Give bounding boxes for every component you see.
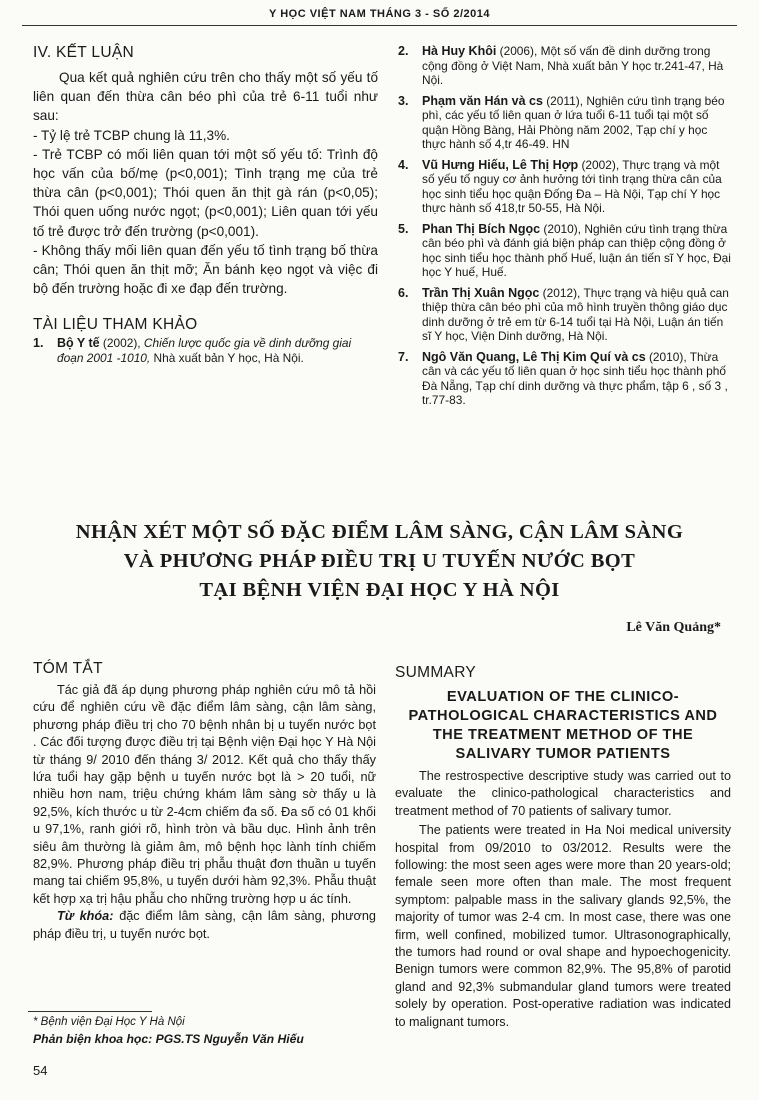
article-title-line: VÀ PHƯƠNG PHÁP ĐIỀU TRỊ U TUYẾN NƯỚC BỌT [123, 550, 636, 572]
references-continued [398, 44, 733, 414]
keywords-line [33, 908, 376, 943]
reference-number: 5. [398, 221, 409, 236]
reference-item [398, 158, 733, 216]
reference-detail: Một số vấn đề dinh dưỡng trong cộng đồng ở Việt Nam, Nhà xuất bản Y học tr.241-47, Hà Nội. [422, 44, 724, 87]
conclusion-heading: IV. KẾT LUẬN [33, 44, 134, 61]
reference-detail: Thực trạng và một số yếu tố nguy cơ ảnh hưởng tới tình trạng thừa cân của học sinh tiểu học quận Đống Đa – Hà Nội, Tạp chí Y học thực hành số 418,tr 50-55, Hà Nội. [422, 157, 722, 215]
reference-year: (2012), [539, 285, 584, 300]
reference-number: 1. [33, 336, 44, 351]
reference-item [398, 222, 733, 280]
reference-year: (2011), [542, 93, 587, 108]
header-rule [22, 25, 737, 26]
reference-year: (2002), [99, 336, 144, 351]
reference-number: 7. [398, 349, 409, 364]
reference-year: (2006), [496, 44, 541, 58]
reference-number: 2. [398, 44, 409, 58]
reference-detail: Thừa cân và các yếu tố liên quan ở học sinh tiểu học thành phố Đà Nẵng, Tạp chí dinh dưỡng và thực phẩm, tập 6 , số 3 , tr.77-83. [422, 349, 728, 407]
article-title-line: TẠI BỆNH VIỆN ĐẠI HỌC Y HÀ NỘI [199, 579, 560, 601]
reference-author: Vũ Hưng Hiếu, Lê Thị Hợp [422, 157, 579, 172]
footnote-rule [28, 1011, 152, 1012]
reference-title: Chiến lược quốc gia về dinh dưỡng giai đoạn 2001 -1010, [57, 336, 352, 365]
reference-detail: Nhà xuất bản Y học, Hà Nội. [150, 350, 304, 365]
reference-item [398, 94, 733, 152]
conclusion-paragraph: - Không thấy mối liên quan đến yếu tố tình trạng bố thừa cân; Thói quen ăn thịt mỡ; Ăn bánh kẹo ngọt và việc đi bộ đến trường hoặc đi xe đạp đến trường. [33, 242, 378, 297]
keywords-text: đặc điểm lâm sàng, cận lâm sàng, phương pháp điều trị, u tuyến nước bọt. [33, 909, 376, 941]
conclusion-paragraph: - Tỷ lệ trẻ TCBP chung là 11,3%. [33, 127, 230, 143]
reference-year: (2010), [645, 349, 690, 364]
reference-author: Trần Thị Xuân Ngọc [422, 285, 540, 300]
reference-author: Phan Thị Bích Ngọc [422, 221, 541, 236]
summary-heading: SUMMARY [395, 664, 477, 681]
footnote-reviewer: Phản biện khoa học: PGS.TS Nguyễn Văn Hiếu [33, 1032, 304, 1046]
reference-author: Phạm văn Hán và cs [422, 93, 543, 108]
reference-year: (2002), [578, 157, 623, 172]
summary-title-line: SALIVARY TUMOR PATIENTS [455, 746, 671, 762]
summary-title-line: PATHOLOGICAL CHARACTERISTICS AND [408, 708, 718, 724]
reference-number: 6. [398, 285, 409, 300]
references-heading: TÀI LIỆU THAM KHẢO [33, 316, 198, 334]
article-author: Lê Văn Quảng* [626, 620, 721, 635]
reference-item [33, 336, 378, 365]
summary-paragraph: The patients were treated in Ha Noi medical university hospital from 09/2010 to 03/2012. Results were the following: the most seen ages were more than 20 years-old; female seen more often than male. The most frequent symptom: palpable mass in the salivary glands 92,5%, the majority of tumor was 2-4 cm. In most case, there was one firm, well confined, mobilized tumor. Ultrasonographically, the tumors had round or oval shape and hypoechogenicity. Benign tumors were common 82,9%. The 95,8% of parotid gland and 92,3% submandular gland tumors were treated solely by operation. Post-operative radiation was indicated to malignant tumors. [395, 823, 731, 1029]
reference-item [398, 286, 733, 344]
reference-author: Bộ Y tế [57, 336, 100, 351]
summary-title-line: THE TREATMENT METHOD OF THE [432, 727, 694, 743]
reference-detail: Nghiên cứu tình trạng thừa cân béo phì và đánh giá biện pháp can thiệp cộng đồng ở học sinh tiểu học thành phố Huế, luận án tiến sĩ Y học, Đại học Y huế, Huế. [422, 221, 731, 279]
conclusion-paragraph: - Trẻ TCBP có mối liên quan tới một số yếu tố: Trình độ học vấn của bố/mẹ (p<0,001); Tình trạng mẹ của trẻ thừa cân (p<0,001); Thói quen ăn thịt gà rán (p<0,05); Thói quen uống nước ngọt; (p<0,001); Liên quan tới yếu tố trẻ được trở đến trường (p<0,001). [33, 146, 378, 239]
reference-number: 3. [398, 93, 409, 108]
abstract-vi [33, 660, 376, 943]
reference-author: Ngô Văn Quang, Lê Thị Kim Quí và cs [422, 349, 646, 364]
reference-year: (2010), [540, 221, 585, 236]
footnote-affiliation: * Bệnh viện Đại Học Y Hà Nội [33, 1016, 185, 1028]
running-header: Y HỌC VIỆT NAM THÁNG 3 - SỐ 2/2014 [269, 8, 490, 20]
reference-item [398, 350, 733, 408]
summary-title [395, 688, 731, 764]
keywords-label: Từ khóa: [57, 909, 114, 924]
abstract-vi-heading: TÓM TẮT [33, 660, 103, 677]
summary-title-line: EVALUATION OF THE CLINICO- [446, 689, 680, 705]
reference-detail: Nghiên cứu tình trạng béo phì, các yếu tố liên quan ở lứa tuổi 6-11 tuổi tại một số quận Hồng Bàng, Hải Phòng năm 2002, Tạp chí y học thực hành số 4,tr 46-49. HN [422, 93, 725, 151]
article-title [0, 518, 759, 605]
article-title-line: NHẬN XÉT MỘT SỐ ĐẶC ĐIỂM LÂM SÀNG, CẬN LÂM SÀNG [75, 521, 684, 543]
reference-author: Hà Huy Khôi [422, 44, 497, 58]
reference-number: 4. [398, 157, 409, 172]
reference-item [398, 44, 733, 88]
reference-detail: Thực trạng và hiệu quả can thiệp thừa cân béo phì của mô hình truyền thông giáo dục dinh dưỡng ở trẻ em từ 6-14 tuổi tại Hà Nội, Luận án tiến sĩ Y học, Viện Dinh dưỡng, Hà Nội. [422, 285, 729, 343]
conclusion-section [33, 44, 378, 371]
abstract-vi-text: Tác giả đã áp dụng phương pháp nghiên cứu mô tả hồi cứu để nghiên cứu về đặc điểm lâm sàng, cận lâm sàng, phương pháp điều trị cho 70 bệnh nhân bị u tuyến nước bọt . Các đối tượng được điều trị tại Bệnh viện Đại học Y Hà Nội từ tháng 9/ 2010 đến tháng 3/ 2012. Kết quả cho thấy thấy lứa tuổi hay gặp bệnh u tuyến nước bọt là > 20 tuổi, nữ nhiều hơn nam, triệu chứng khám lâm sàng sờ thấy u là 92,5%, kích thước u từ 2-4cm chiếm đa số. Đa số có 01 khối u 97,1%, ranh giới rõ, hình tròn và bầu dục. Hình ảnh trên siêu âm thường là giảm âm, mô bệnh học lành tính chiếm 82,9%. Phương pháp điều trị phẫu thuật đơn thuần u tuyến mang tai chiếm 95,8%, u tuyến dưới hàm 92,3%. Phẫu thuật kết hợp xạ trị hậu phẫu cho những trường hợp u ác tính. [33, 683, 376, 906]
summary-en [395, 664, 731, 1031]
conclusion-paragraph: Qua kết quả nghiên cứu trên cho thấy một số yếu tố liên quan đến thừa cân béo phì của trẻ 6-11 tuổi như sau: [33, 70, 378, 124]
page-number: 54 [33, 1063, 48, 1078]
summary-paragraph: The restrospective descriptive study was carried out to evaluate the clinico-pathological characteristics and treatment method of 70 patients of salivary tumor. [395, 769, 731, 818]
